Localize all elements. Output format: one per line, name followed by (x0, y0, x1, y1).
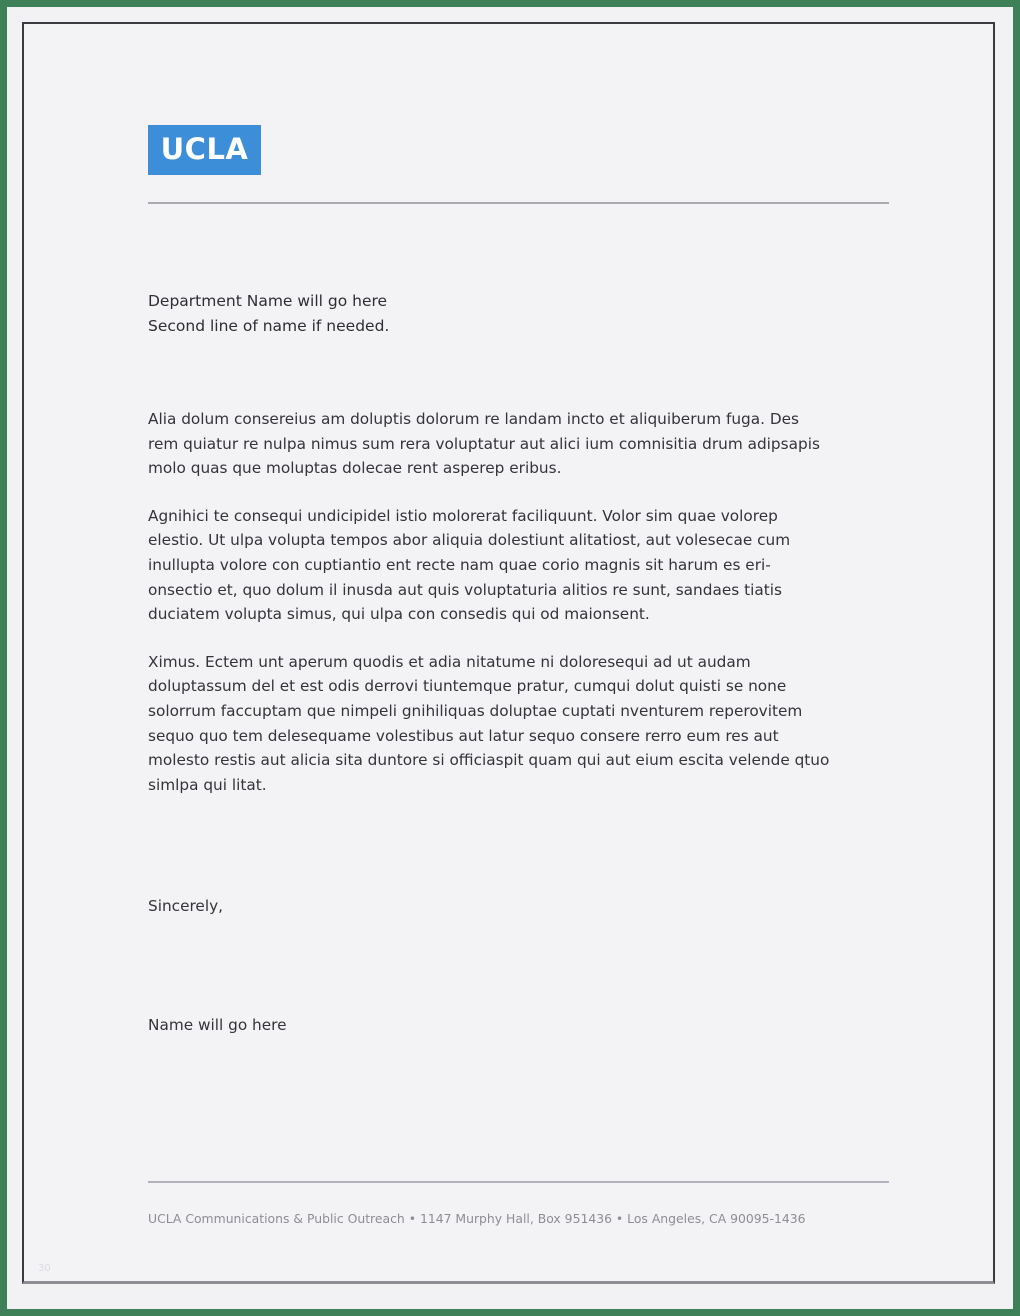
footer-address: UCLA Communications & Public Outreach • 1147 Murphy Hall, Box 951436 • Los Angeles, CA 90095-1436 (148, 1211, 806, 1226)
body-paragraph-1: Alia dolum consereius am doluptis dolorum re landam incto et aliquiberum fuga. Des rem quiatur re nulpa nimus sum rera voluptatur aut alici ium comnisitia drum adipsapis molo quas que moluptas dolecae rent asperep eribus. (148, 410, 820, 478)
image-canvas (7, 7, 1013, 1309)
footer-divider (148, 1181, 889, 1183)
department-name-line-1: Department Name will go here (148, 292, 388, 310)
header-divider (148, 202, 889, 204)
letterhead-page (22, 22, 995, 1284)
department-name-line-2: Second line of name if needed. (148, 316, 390, 335)
body-paragraph-2: Agnihici te consequi undicipidel istio molorerat faciliquunt. Volor sim quae volorep elestio. Ut ulpa volupta tempos abor aliquia dolestiunt alitatiost, aut volesecae cum inullupta volore con cuptiantio ent recte nam quae corio magnis sit harum es eri-onsectio et, quo dolum il inusda aut quis voluptaturia alitios re sunt, sandaes tiatis duciatem volupta simus, qui ulpa con consedis qui od maionsent. (148, 506, 791, 624)
department-block (148, 289, 848, 338)
letter-body (148, 407, 834, 797)
signer-name: Name will go here (148, 1016, 287, 1034)
body-paragraph-3: Ximus. Ectem unt aperum quodis et adia nitatume ni doloresequi ad ut audam doluptassum del et est odis derrovi tiuntemque pratur, cumqui dolut quisti se none solorrum faccuptam que nimpeli gnihiliquas doluptae cuptati nventurem reperovitem sequo quo tem delesequame volestibus aut latur sequo consere rerro eum res aut molesto restis aut alicia sita duntore si officiaspit quam qui aut eium escita velende qtuo simlpa qui litat. (148, 652, 830, 794)
page-content (24, 24, 993, 1281)
ucla-logo-text: UCLA (160, 132, 249, 166)
closing-salutation: Sincerely, (148, 897, 224, 915)
page-marker: 30 (38, 1263, 51, 1274)
ucla-logo (148, 125, 261, 175)
